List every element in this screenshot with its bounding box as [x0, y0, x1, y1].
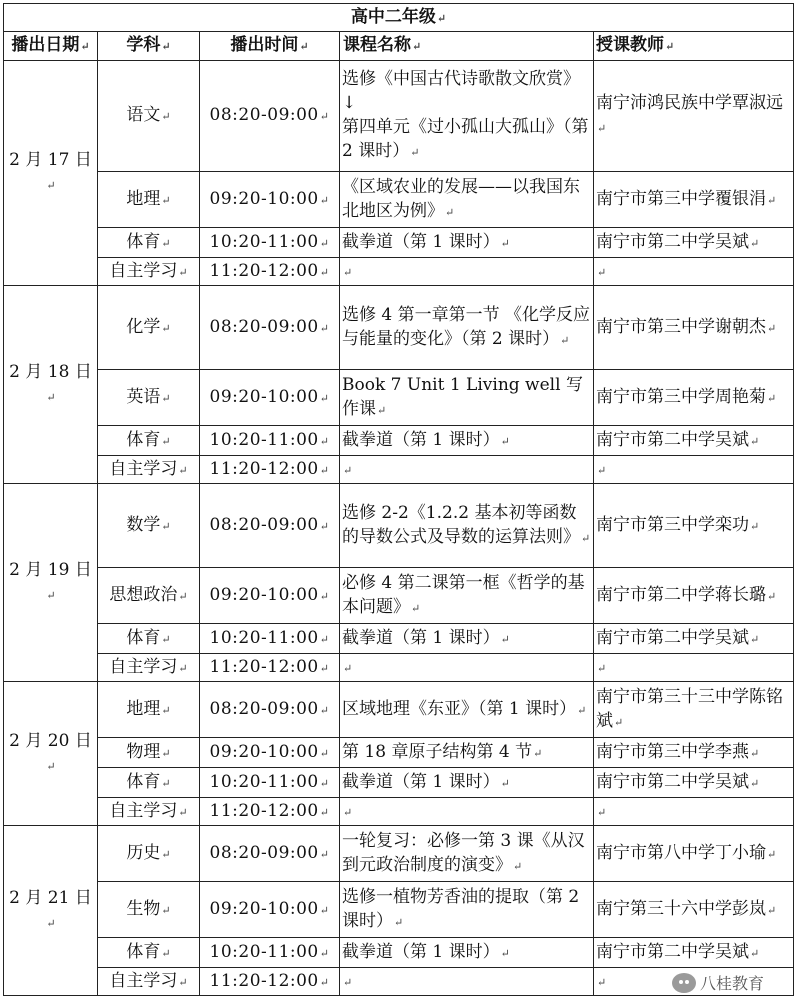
paragraph-mark: ↵ [750, 434, 760, 448]
schedule-body [4, 61, 794, 996]
paragraph-mark: ↵ [750, 632, 760, 646]
paragraph-mark: ↵ [161, 519, 171, 533]
course-cell [340, 426, 594, 456]
course-cell-text: 截拳道（第 1 课时） [342, 627, 500, 648]
paragraph-mark: ↵ [161, 193, 171, 207]
paragraph-mark: ↵ [299, 40, 309, 53]
teacher-cell-text: 南宁市第三中学覆银涓 [596, 188, 766, 209]
teacher-cell-text: 南宁市第三中学谢朝杰 [596, 316, 766, 337]
teacher-cell [594, 370, 794, 426]
paragraph-mark: ↵ [513, 859, 523, 873]
date-cell [4, 484, 98, 682]
time-cell [200, 484, 340, 568]
course-cell-text: 一轮复习：必修一第 3 课《从汉到元政治制度的演变》 [342, 830, 585, 875]
paragraph-mark: ↵ [319, 391, 330, 405]
subject-cell [98, 370, 200, 426]
paragraph-mark: ↵ [750, 519, 760, 533]
time-cell-text: 11:20-12:00 [209, 656, 319, 677]
time-cell-text: 09:20-10:00 [209, 386, 319, 407]
course-cell [340, 228, 594, 258]
teacher-cell [594, 682, 794, 738]
subject-cell-text: 历史 [126, 842, 161, 863]
table-row [4, 682, 794, 738]
subject-cell-text: 体育 [126, 941, 161, 962]
header-teacher-text: 授课教师 [596, 35, 664, 55]
course-cell [340, 882, 594, 938]
table-row [4, 258, 794, 286]
time-cell-text: 10:20-11:00 [209, 771, 319, 792]
paragraph-mark: ↵ [412, 40, 422, 53]
course-cell [340, 826, 594, 882]
paragraph-mark: ↵ [161, 434, 171, 448]
paragraph-mark: ↵ [178, 805, 188, 819]
paragraph-mark: ↵ [46, 588, 56, 602]
course-cell [340, 654, 594, 682]
time-cell-text: 11:20-12:00 [209, 260, 319, 281]
paragraph-mark: ↵ [343, 265, 353, 279]
teacher-cell [594, 286, 794, 370]
course-cell-text: 选修 2-2《1.2.2 基本初等函数的导数公式及导数的运算法则》 [342, 502, 580, 547]
teacher-cell [594, 568, 794, 624]
paragraph-mark: ↵ [577, 703, 587, 717]
time-cell-text: 10:20-11:00 [209, 231, 319, 252]
paragraph-mark: ↵ [500, 776, 510, 790]
time-cell [200, 172, 340, 228]
subject-cell-text: 体育 [126, 627, 161, 648]
paragraph-mark: ↵ [319, 946, 330, 960]
subject-cell [98, 228, 200, 258]
table-row [4, 61, 794, 172]
time-cell [200, 968, 340, 996]
course-cell [340, 484, 594, 568]
paragraph-mark: ↵ [319, 321, 330, 335]
paragraph-mark: ↵ [178, 265, 188, 279]
subject-cell-text: 自主学习 [109, 656, 178, 677]
time-cell-text: 11:20-12:00 [209, 458, 319, 479]
paragraph-mark: ↵ [161, 321, 171, 335]
header-row [4, 32, 794, 61]
time-cell-text: 10:20-11:00 [209, 627, 319, 648]
teacher-cell-text: 南宁市第八中学丁小瑜 [596, 842, 766, 863]
time-cell [200, 568, 340, 624]
teacher-cell-text: 南宁市第二中学吴斌 [596, 771, 749, 792]
teacher-cell-text: 南宁市第二中学吴斌 [596, 231, 749, 252]
paragraph-mark: ↵ [161, 946, 171, 960]
subject-cell [98, 624, 200, 654]
subject-cell-text: 自主学习 [109, 800, 178, 821]
table-row [4, 286, 794, 370]
subject-cell [98, 968, 200, 996]
time-cell [200, 938, 340, 968]
course-cell-text: Book 7 Unit 1 Living well 写作课 [342, 374, 583, 419]
table-row [4, 426, 794, 456]
table-row [4, 172, 794, 228]
subject-cell [98, 286, 200, 370]
time-cell [200, 370, 340, 426]
time-cell-text: 09:20-10:00 [209, 188, 319, 209]
paragraph-mark: ↵ [161, 703, 171, 717]
date-text: 2 月 20 日 [9, 730, 92, 751]
subject-cell-text: 自主学习 [109, 260, 178, 281]
paragraph-mark: ↵ [161, 746, 171, 760]
paragraph-mark: ↵ [597, 265, 607, 279]
paragraph-mark: ↵ [319, 661, 330, 675]
course-cell [340, 61, 594, 172]
paragraph-mark: ↵ [161, 632, 171, 646]
course-cell-text: 截拳道（第 1 课时） [342, 941, 500, 962]
time-cell-text: 09:20-10:00 [209, 898, 319, 919]
course-cell-text: 必修 4 第二课第一框《哲学的基本问题》 [342, 572, 585, 617]
header-teacher [594, 32, 794, 61]
subject-cell-text: 地理 [126, 188, 161, 209]
subject-cell [98, 882, 200, 938]
table-row [4, 654, 794, 682]
time-cell [200, 228, 340, 258]
paragraph-mark: ↵ [377, 403, 387, 417]
teacher-cell-text: 南宁市第二中学吴斌 [596, 429, 749, 450]
table-row [4, 826, 794, 882]
table-row [4, 938, 794, 968]
header-course-text: 课程名称 [343, 35, 411, 55]
header-time-text: 播出时间 [230, 35, 299, 55]
subject-cell-text: 英语 [126, 386, 161, 407]
teacher-cell-text: 南宁市第二中学吴斌 [596, 941, 749, 962]
time-cell [200, 456, 340, 484]
paragraph-mark: ↵ [319, 903, 330, 917]
course-cell [340, 456, 594, 484]
teacher-cell-text: 南宁市第二中学蒋长璐 [596, 584, 766, 605]
paragraph-mark: ↵ [319, 805, 330, 819]
subject-cell [98, 568, 200, 624]
teacher-cell-text: 南宁市第三中学周艳菊 [596, 386, 766, 407]
paragraph-mark: ↵ [161, 391, 171, 405]
paragraph-mark: ↵ [767, 903, 777, 917]
table-title-text: 高中二年级 [350, 6, 436, 27]
subject-cell-text: 地理 [126, 698, 161, 719]
paragraph-mark: ↵ [436, 11, 447, 25]
table-row [4, 768, 794, 798]
header-date [4, 32, 98, 61]
table-row [4, 568, 794, 624]
subject-cell [98, 654, 200, 682]
paragraph-mark: ↵ [161, 903, 171, 917]
course-cell [340, 798, 594, 826]
paragraph-mark: ↵ [178, 661, 188, 675]
header-subject [98, 32, 200, 61]
paragraph-mark: ↵ [178, 463, 188, 477]
subject-cell [98, 826, 200, 882]
time-cell-text: 10:20-11:00 [209, 429, 319, 450]
paragraph-mark: ↵ [161, 847, 171, 861]
paragraph-mark: ↵ [500, 632, 510, 646]
time-cell [200, 682, 340, 738]
course-cell [340, 968, 594, 996]
course-cell-text: 截拳道（第 1 课时） [342, 771, 500, 792]
paragraph-mark: ↵ [343, 805, 353, 819]
date-cell [4, 826, 98, 996]
paragraph-mark: ↵ [46, 916, 56, 930]
paragraph-mark: ↵ [411, 601, 421, 615]
course-cell-text: 选修 4 第一章第一节 《化学反应与能量的变化》（第 2 课时） [342, 304, 591, 349]
time-cell-text: 08:20-09:00 [209, 842, 319, 863]
paragraph-mark: ↵ [46, 759, 56, 773]
date-cell [4, 61, 98, 286]
subject-cell [98, 738, 200, 768]
course-cell-text: 选修一植物芳香油的提取（第 2 课时） [342, 886, 580, 931]
paragraph-mark: ↵ [767, 589, 777, 603]
subject-cell-text: 数学 [126, 514, 161, 535]
teacher-cell-text: 南宁市第三中学栾功 [596, 514, 749, 535]
paragraph-mark: ↵ [178, 589, 188, 603]
time-cell-text: 09:20-10:00 [209, 741, 319, 762]
table-title [4, 4, 794, 32]
teacher-cell [594, 484, 794, 568]
course-cell-text: 截拳道（第 1 课时） [342, 231, 500, 252]
time-cell-text: 08:20-09:00 [209, 105, 319, 125]
table-row [4, 370, 794, 426]
subject-cell-text: 生物 [126, 898, 161, 919]
course-cell [340, 172, 594, 228]
course-cell [340, 568, 594, 624]
course-cell-text: 截拳道（第 1 课时） [342, 429, 500, 450]
date-cell [4, 286, 98, 484]
paragraph-mark: ↵ [597, 463, 607, 477]
paragraph-mark: ↵ [767, 391, 777, 405]
course-cell [340, 370, 594, 426]
paragraph-mark: ↵ [319, 193, 330, 207]
teacher-cell [594, 258, 794, 286]
subject-cell [98, 61, 200, 172]
paragraph-mark: ↵ [597, 975, 607, 989]
paragraph-mark: ↵ [445, 205, 455, 219]
paragraph-mark: ↵ [319, 589, 330, 603]
time-cell-text: 11:20-12:00 [209, 970, 319, 991]
subject-cell [98, 798, 200, 826]
teacher-cell [594, 61, 794, 172]
paragraph-mark: ↵ [750, 236, 760, 250]
paragraph-mark: ↵ [500, 946, 510, 960]
course-cell [340, 624, 594, 654]
time-cell-text: 08:20-09:00 [209, 698, 319, 719]
wechat-icon [672, 973, 696, 993]
paragraph-mark: ↵ [560, 333, 570, 347]
paragraph-mark: ↵ [533, 746, 543, 760]
paragraph-mark: ↵ [319, 847, 330, 861]
paragraph-mark: ↵ [319, 110, 330, 123]
subject-cell-text: 自主学习 [109, 970, 178, 991]
course-cell [340, 286, 594, 370]
table-row [4, 228, 794, 258]
time-cell [200, 624, 340, 654]
paragraph-mark: ↵ [161, 236, 171, 250]
paragraph-mark: ↵ [767, 847, 777, 861]
teacher-cell-text: 南宁沛鸿民族中学覃淑远 [596, 93, 783, 113]
course-cell-text: 区域地理《东亚》（第 1 课时） [342, 698, 577, 719]
time-cell [200, 426, 340, 456]
course-cell-text: 选修《中国古代诗歌散文欣赏》↓ 第四单元《过小孤山大孤山》（第 2 课时） [342, 69, 589, 161]
paragraph-mark: ↵ [319, 632, 330, 646]
subject-cell-text: 思想政治 [109, 584, 178, 605]
paragraph-mark: ↵ [343, 661, 353, 675]
time-cell-text: 11:20-12:00 [209, 800, 319, 821]
teacher-cell [594, 228, 794, 258]
teacher-cell [594, 768, 794, 798]
table-row [4, 484, 794, 568]
teacher-cell [594, 882, 794, 938]
paragraph-mark: ↵ [319, 703, 330, 717]
paragraph-mark: ↵ [614, 715, 624, 729]
subject-cell [98, 484, 200, 568]
time-cell [200, 768, 340, 798]
course-cell-text: 《区域农业的发展——以我国东北地区为例》 [342, 176, 580, 221]
header-date-text: 播出日期 [11, 35, 80, 55]
paragraph-mark: ↵ [500, 236, 510, 250]
paragraph-mark: ↵ [319, 519, 330, 533]
time-cell [200, 882, 340, 938]
table-row [4, 882, 794, 938]
paragraph-mark: ↵ [178, 975, 188, 989]
subject-cell-text: 语文 [126, 105, 161, 125]
paragraph-mark: ↵ [581, 531, 591, 545]
subject-cell-text: 体育 [126, 771, 161, 792]
subject-cell [98, 938, 200, 968]
time-cell [200, 654, 340, 682]
paragraph-mark: ↵ [767, 193, 777, 207]
course-cell [340, 682, 594, 738]
table-row [4, 456, 794, 484]
schedule-table [3, 3, 794, 996]
time-cell-text: 10:20-11:00 [209, 941, 319, 962]
time-cell-text: 08:20-09:00 [209, 316, 319, 337]
paragraph-mark: ↵ [161, 110, 171, 123]
subject-cell [98, 456, 200, 484]
teacher-cell-text: 南宁市第二中学吴斌 [596, 627, 749, 648]
date-text: 2 月 18 日 [9, 361, 92, 382]
watermark-text: 八桂教育 [699, 974, 764, 993]
time-cell [200, 738, 340, 768]
paragraph-mark: ↵ [161, 776, 171, 790]
paragraph-mark: ↵ [319, 236, 330, 250]
date-text: 2 月 21 日 [9, 887, 92, 908]
teacher-cell [594, 426, 794, 456]
subject-cell [98, 172, 200, 228]
paragraph-mark: ↵ [394, 915, 404, 929]
header-time [200, 32, 340, 61]
time-cell-text: 09:20-10:00 [209, 584, 319, 605]
teacher-cell [594, 456, 794, 484]
paragraph-mark: ↵ [597, 661, 607, 675]
teacher-cell [594, 798, 794, 826]
paragraph-mark: ↵ [319, 776, 330, 790]
date-text: 2 月 17 日 [9, 150, 92, 170]
teacher-cell-text: 南宁第三十六中学彭岚 [596, 898, 766, 919]
teacher-cell [594, 654, 794, 682]
paragraph-mark: ↵ [500, 434, 510, 448]
table-row [4, 738, 794, 768]
time-cell [200, 286, 340, 370]
time-cell [200, 798, 340, 826]
paragraph-mark: ↵ [597, 122, 607, 135]
paragraph-mark: ↵ [80, 40, 90, 53]
header-course [340, 32, 594, 61]
subject-cell-text: 物理 [126, 741, 161, 762]
course-cell [340, 258, 594, 286]
date-cell [4, 682, 98, 826]
teacher-cell [594, 172, 794, 228]
paragraph-mark: ↵ [319, 434, 330, 448]
subject-cell-text: 自主学习 [109, 458, 178, 479]
subject-cell-text: 化学 [126, 316, 161, 337]
time-cell [200, 258, 340, 286]
subject-cell-text: 体育 [126, 231, 161, 252]
subject-cell [98, 258, 200, 286]
paragraph-mark: ↵ [343, 463, 353, 477]
header-subject-text: 学科 [126, 35, 161, 55]
table-row [4, 624, 794, 654]
paragraph-mark: ↵ [46, 179, 56, 192]
subject-cell-text: 体育 [126, 429, 161, 450]
paragraph-mark: ↵ [665, 40, 675, 53]
paragraph-mark: ↵ [319, 975, 330, 989]
paragraph-mark: ↵ [750, 776, 760, 790]
course-cell [340, 938, 594, 968]
course-cell-text: 第 18 章原子结构第 4 节 [342, 741, 533, 762]
subject-cell [98, 426, 200, 456]
paragraph-mark: ↵ [750, 746, 760, 760]
time-cell [200, 826, 340, 882]
paragraph-mark: ↵ [161, 40, 171, 53]
table-row [4, 798, 794, 826]
time-cell-text: 08:20-09:00 [209, 514, 319, 535]
paragraph-mark: ↵ [319, 746, 330, 760]
subject-cell [98, 768, 200, 798]
course-cell [340, 768, 594, 798]
time-cell [200, 61, 340, 172]
paragraph-mark: ↵ [410, 146, 420, 159]
date-text: 2 月 19 日 [9, 559, 92, 580]
paragraph-mark: ↵ [343, 975, 353, 989]
teacher-cell [594, 826, 794, 882]
paragraph-mark: ↵ [46, 390, 56, 404]
subject-cell [98, 682, 200, 738]
teacher-cell [594, 938, 794, 968]
paragraph-mark: ↵ [319, 463, 330, 477]
teacher-cell [594, 738, 794, 768]
paragraph-mark: ↵ [767, 321, 777, 335]
paragraph-mark: ↵ [319, 265, 330, 279]
watermark [672, 971, 764, 994]
paragraph-mark: ↵ [597, 805, 607, 819]
teacher-cell-text: 南宁市第三十三中学陈铭斌 [596, 686, 783, 731]
course-cell [340, 738, 594, 768]
teacher-cell [594, 624, 794, 654]
paragraph-mark: ↵ [750, 946, 760, 960]
teacher-cell-text: 南宁市第三中学李燕 [596, 741, 749, 762]
